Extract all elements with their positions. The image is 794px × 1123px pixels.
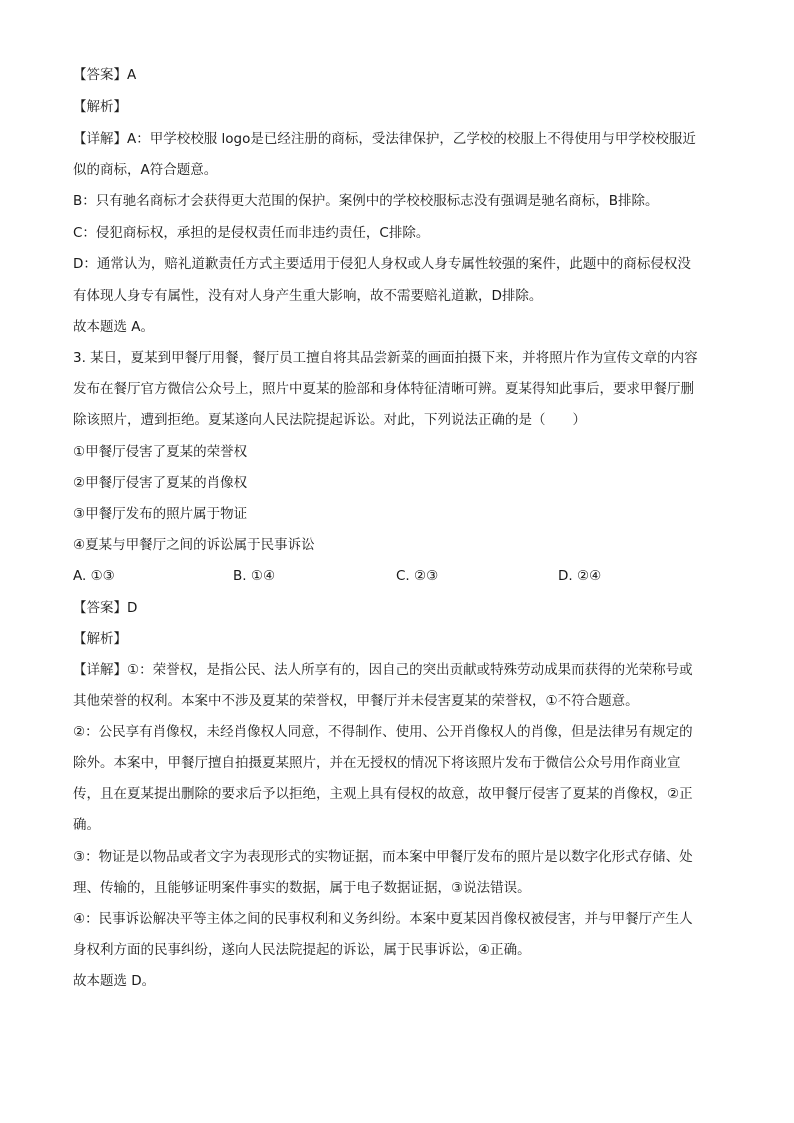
q3-detail-line: ③：物证是以物品或者文字为表现形式的实物证据，而本案中甲餐厅发布的照片是以数字化形式存储、处 [73, 849, 693, 865]
q2-detail-line: 似的商标，A符合题意。 [73, 162, 218, 178]
q2-analysis-label: 【解析】 [73, 99, 127, 115]
q3-statement: ③甲餐厅发布的照片属于物证 [73, 506, 248, 522]
q3-detail-line: ②：公民享有肖像权，未经肖像权人同意，不得制作、使用、公开肖像权人的肖像，但是法律另有规定的 [73, 724, 693, 740]
q3-option-b: B. ①④ [233, 568, 276, 584]
q2-detail-line: D：通常认为，赔礼道歉责任方式主要适用于侵犯人身权或人身专属性较强的案件，此题中的商标侵权没 [73, 256, 691, 272]
q3-detail-line: 理、传输的，且能够证明案件事实的数据，属于电子数据证据，③说法错误。 [73, 880, 531, 896]
q3-detail-line: 确。 [73, 817, 100, 833]
q2-detail-line: C：侵犯商标权，承担的是侵权责任而非违约责任，C排除。 [73, 225, 430, 241]
q3-statement: ①甲餐厅侵害了夏某的荣誉权 [73, 444, 248, 460]
q2-detail-line: 有体现人身专有属性，没有对人身产生重大影响，故不需要赔礼道歉，D排除。 [73, 288, 543, 304]
q2-conclusion: 故本题选 A。 [73, 319, 155, 335]
q3-option-a: A. ①③ [73, 568, 115, 584]
q3-statement: ④夏某与甲餐厅之间的诉讼属于民事诉讼 [73, 537, 315, 553]
q3-answer-label: 【答案】D [73, 600, 138, 616]
q3-stem-line: 除该照片，遭到拒绝。夏某遂向人民法院提起诉讼。对此，下列说法正确的是（ ） [73, 412, 586, 428]
q3-analysis-label: 【解析】 [73, 631, 127, 647]
q2-answer-label: 【答案】A [73, 67, 137, 83]
q3-detail-line: 除外。本案中，甲餐厅擅自拍摄夏某照片，并在无授权的情况下将该照片发布于微信公众号用作商业宣 [73, 755, 681, 771]
q3-stem-line: 3. 某日，夏某到甲餐厅用餐，餐厅员工擅自将其品尝新菜的画面拍摄下来，并将照片作为宣传文章的内容 [73, 350, 698, 366]
q3-option-c: C. ②③ [396, 568, 439, 584]
q3-option-d: D. ②④ [558, 568, 602, 584]
q3-conclusion: 故本题选 D。 [73, 973, 156, 989]
q2-detail-line: 【详解】A：甲学校校服 logo是已经注册的商标，受法律保护，乙学校的校服上不得使用与甲学校校服近 [73, 131, 696, 147]
q3-detail-line: 身权利方面的民事纠纷，遂向人民法院提起的诉讼，属于民事诉讼，④正确。 [73, 942, 531, 958]
q3-detail-line: 传，且在夏某提出删除的要求后予以拒绝，主观上具有侵权的故意，故甲餐厅侵害了夏某的肖像权，②正 [73, 786, 693, 802]
q3-statement: ②甲餐厅侵害了夏某的肖像权 [73, 475, 248, 491]
q3-detail-line: ④：民事诉讼解决平等主体之间的民事权利和义务纠纷。本案中夏某因肖像权被侵害，并与甲餐厅产生人 [73, 911, 693, 927]
q3-detail-line: 其他荣誉的权利。本案中不涉及夏某的荣誉权，甲餐厅并未侵害夏某的荣誉权，①不符合题意。 [73, 693, 639, 709]
q3-detail-line: 【详解】①：荣誉权，是指公民、法人所享有的，因自己的突出贡献或特殊劳动成果而获得的光荣称号或 [73, 662, 693, 678]
q2-detail-line: B：只有驰名商标才会获得更大范围的保护。案例中的学校校服标志没有强调是驰名商标，B排除。 [73, 193, 659, 209]
q3-stem-line: 发布在餐厅官方微信公众号上，照片中夏某的脸部和身体特征清晰可辨。夏某得知此事后，要求甲餐厅删 [73, 381, 694, 397]
